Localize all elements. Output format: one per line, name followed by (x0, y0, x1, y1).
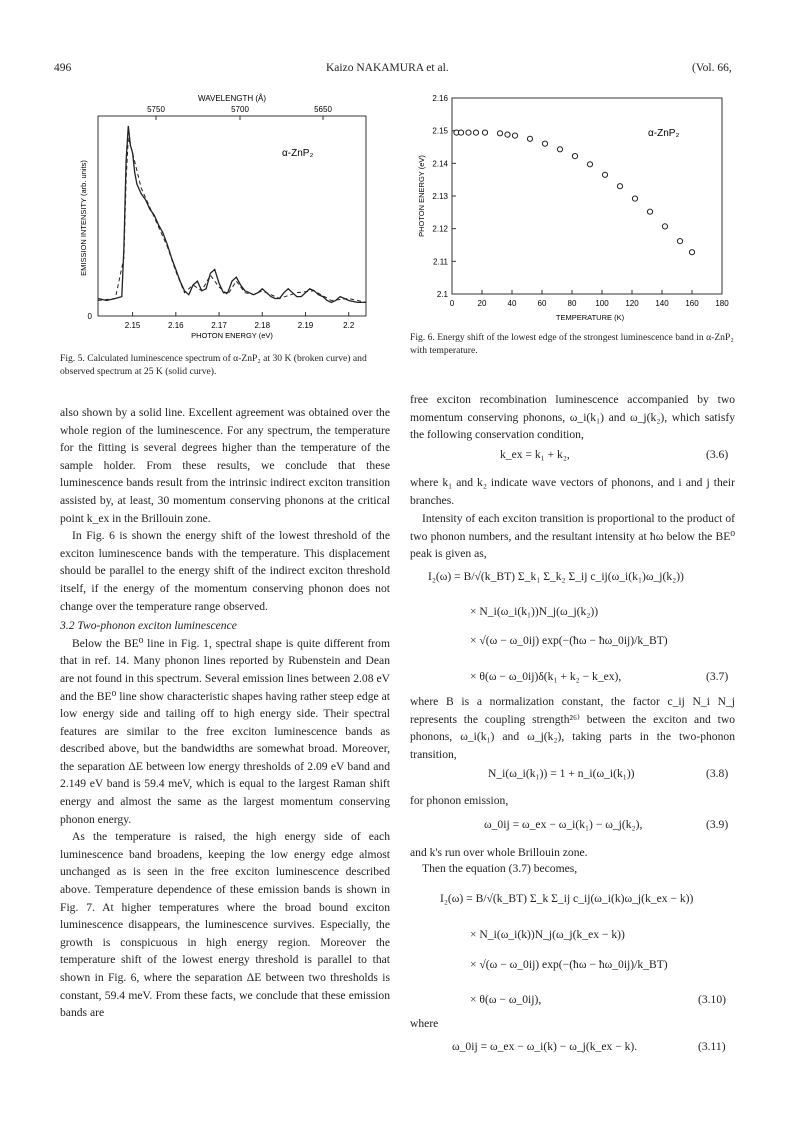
fig6-data-point (572, 154, 577, 159)
equation-3-7-line2: × N_i(ω_i(k₁))N_j(ω_j(k₂)) (470, 605, 599, 618)
fig6-data-point (632, 196, 637, 201)
left-column (60, 404, 390, 1022)
fig5-x-tick-label: 2.18 (254, 321, 271, 330)
body-paragraph: As the temperature is raised, the high energy side of each luminescence band broadens, keeping the low energy edge almost unchanged as is seen in the free exciton luminescence described above. Temperature dependence of these emission bands is shown in Fig. 7. At higher temperatures where the broad bound exciton luminescence disappears, the luminescence survives. Especially, the growth is conspicuous in high energy region. Moreover the temperature shift of the lowest energy threshold is parallel to that shown in Fig. 6, where the separation ΔE between two thresholds is constant, 59.4 meV. From these facts, we conclude that these emission bands are (60, 830, 390, 1020)
fig6-data-point (617, 184, 622, 189)
fig6-data-point (557, 147, 562, 152)
equation-number: (3.7) (706, 670, 729, 683)
fig6-y-tick-label: 2.1 (436, 290, 448, 299)
fig6-data-point (458, 130, 463, 135)
equation-3-7-line3: × √(ω − ω_0ij) exp(−(ħω − ħω_0ij)/k_BT) (470, 634, 668, 647)
fig5-xlabel: PHOTON ENERGY (eV) (191, 331, 273, 340)
fig6-data-point (587, 162, 592, 167)
page-number: 496 (54, 62, 72, 74)
equation-3-8: N_i(ω_i(k₁)) = 1 + n_i(ω_i(k₁)) (488, 767, 635, 780)
fig6-axes (432, 94, 729, 308)
fig5-ylabel: EMISSION INTENSITY (arb. units) (79, 160, 88, 276)
fig6-data-point (677, 239, 682, 244)
fig6-plot-area (454, 130, 695, 255)
equation-number: (3.8) (706, 767, 729, 780)
fig5-top-axis-label: WAVELENGTH (Å) (197, 94, 267, 103)
fig6-x-tick-label: 100 (595, 299, 609, 308)
fig6-x-tick-label: 160 (685, 299, 699, 308)
fig6-xlabel: TEMPERATURE (K) (555, 313, 625, 322)
fig6-data-point (497, 131, 502, 136)
equation-3-10-line3: × √(ω − ω_0ij) exp(−(ħω − ħω_0ij)/k_BT) (470, 958, 668, 971)
fig6-data-point (647, 209, 652, 214)
fig6-data-point (482, 130, 487, 135)
fig6-y-tick-label: 2.14 (432, 159, 448, 169)
fig5-chart (60, 90, 380, 345)
equation-number: (3.10) (698, 993, 727, 1006)
right-paragraph: where k₁ and k₂ indicate wave vectors of phonons, and i and j their branches. (410, 476, 735, 507)
right-paragraph: and k's run over whole Brillouin zone. (410, 846, 588, 859)
body-paragraph: also shown by a solid line. Excellent agreement was obtained over the whole region of the luminescence. For any spectrum, the temperature for the fitting is several degrees higher than the temperature of the sample holder. From these results, we conclude that these luminescence bands result from the intrinsic indirect exciton transition assisted by, at least, 30 momentum conserving phonons at the critical point k_ex in the Brillouin zone. (60, 406, 390, 525)
fig6-y-tick-label: 2.15 (432, 126, 448, 136)
fig6-chart (412, 90, 732, 325)
right-paragraph: free exciton recombination luminescence accompanied by two momentum conserving phonons, ω_i(k₁) and ω_j(k₂), which satisfy the following conservation condition, (410, 393, 735, 442)
equation-3-7-line1: I₂(ω) = B/√(k_BT) Σ_k₁ Σ_k₂ Σ_ij c_ij(ω_i(k₁)ω_j(k₂)) (428, 570, 684, 583)
body-paragraph: Below the BE⁰ line in Fig. 1, spectral shape is quite different from that in ref. 14. Many phonon lines reported by Rubenstein and Dean are not found in this spectrum. Several emission lines between 2.08 eV and the BE⁰ line show characteristic shapes having rather steep edge at low energy side and tailing off to high energy side. Their spectral features are similar to the free exciton luminescence bands as described above, but the bandwidths are somewhat broad. Moreover, the separation ΔE between low energy thresholds of 2.09 eV band and 2.149 eV band is 59.4 meV, which is equal to the largest Raman shift energy and almost the same as the largest momentum conserving phonon energy. (60, 636, 390, 826)
fig5-x-tick-label: 2.2 (343, 321, 355, 330)
equation-number: (3.11) (698, 1040, 726, 1053)
fig6-x-tick-label: 0 (449, 299, 455, 308)
fig5-x-axis (125, 312, 355, 330)
equation-3-10-line4: × θ(ω − ω_0ij), (470, 993, 542, 1006)
volume-label: (Vol. 66, (692, 62, 732, 74)
fig6-data-point (527, 136, 532, 141)
fig6-x-tick-label: 40 (507, 299, 517, 308)
equation-3-7-line4: × θ(ω − ω_0ij)δ(k₁ + k₂ − k_ex), (470, 670, 622, 683)
right-paragraph: Then the equation (3.7) becomes, (422, 862, 578, 875)
section-heading: 3.2 Two-phonon exciton luminescence (60, 619, 237, 633)
fig5-observed-curve (98, 126, 366, 303)
fig6-data-point (505, 132, 510, 137)
fig5-material-label: α-ZnP₂ (282, 148, 314, 159)
equation-number: (3.9) (706, 818, 729, 831)
fig5-x-tick-label: 2.16 (168, 321, 184, 330)
fig5-y-zero: 0 (87, 312, 92, 321)
fig6-x-tick-label: 60 (537, 299, 547, 308)
fig6-caption: Fig. 6. Energy shift of the lowest edge of the strongest luminescence band in α-ZnP₂ with temperature. (410, 332, 734, 356)
fig6-x-tick-label: 180 (715, 299, 729, 308)
equation-3-10-line2: × N_i(ω_i(k))N_j(ω_j(k_ex − k)) (470, 928, 625, 941)
fig5-top-tick: 5750 (147, 105, 165, 114)
fig6-x-tick-label: 80 (567, 299, 577, 308)
fig6-data-point (689, 250, 694, 255)
equation-3-6: k_ex = k₁ + k₂, (500, 448, 570, 461)
right-paragraph: Intensity of each exciton transition is proportional to the product of two phonon numbers, and the resultant intensity at ħω below the BE⁰ peak is given as, (410, 512, 735, 561)
fig6-data-point (473, 130, 478, 135)
fig5-x-tick-label: 2.19 (297, 321, 314, 330)
right-paragraph: where B is a normalization constant, the factor c_ij N_i N_j represents the coupling strength²⁶⁾ between the exciton and two phonons, ω_i(k₁) and ω_j(k₂), taking parts in the two-phonon transition, (410, 695, 735, 761)
fig5-plot-area (98, 126, 366, 303)
fig6-data-point (662, 224, 667, 229)
body-paragraph: In Fig. 6 is shown the energy shift of the lowest threshold of the exciton luminescence bands with the temperature. This displacement should be parallel to the energy shift of the indirect exciton threshold itself, if the energy of the momentum conserving phonon does not change over the temperature range observed. (60, 529, 390, 613)
fig6-x-tick-label: 120 (625, 299, 639, 308)
fig5-caption: Fig. 5. Calculated luminescence spectrum of α-ZnP₂ at 30 K (broken curve) and observed spectrum at 25 K (solid curve). (60, 353, 367, 377)
fig6-data-point (602, 172, 607, 177)
fig6-material-label: α-ZnP₂ (648, 128, 680, 139)
fig6-y-tick-label: 2.16 (432, 94, 448, 103)
fig6-ylabel: PHOTON ENERGY (eV) (417, 155, 426, 237)
fig5-x-tick-label: 2.15 (124, 321, 141, 330)
running-author: Kaizo NAKAMURA et al. (326, 62, 449, 74)
equation-3-11: ω_0ij = ω_ex − ω_i(k) − ω_j(k_ex − k). (452, 1040, 638, 1053)
fig5-calculated-curve (98, 138, 366, 303)
fig6-y-tick-label: 2.12 (432, 224, 448, 234)
fig6-data-point (512, 133, 517, 138)
right-paragraph: for phonon emission, (410, 794, 509, 807)
fig6-data-point (542, 141, 547, 146)
fig5-top-tick: 5700 (231, 105, 249, 114)
fig6-y-tick-label: 2.13 (432, 192, 448, 201)
fig6-data-point (466, 130, 471, 135)
fig6-x-tick-label: 20 (477, 299, 487, 308)
fig5-top-tick: 5650 (314, 105, 332, 114)
fig6-y-tick-label: 2.11 (433, 257, 448, 267)
fig5-x-tick-label: 2.17 (211, 321, 227, 330)
equation-3-10-line1: I₂(ω) = B/√(k_BT) Σ_k Σ_ij c_ij(ω_i(k)ω_j(k_ex − k)) (440, 892, 694, 905)
equation-3-9: ω_0ij = ω_ex − ω_i(k₁) − ω_j(k₂), (484, 818, 643, 831)
right-paragraph: where (410, 1017, 439, 1030)
equation-number: (3.6) (706, 448, 729, 461)
fig6-x-tick-label: 140 (655, 299, 669, 308)
